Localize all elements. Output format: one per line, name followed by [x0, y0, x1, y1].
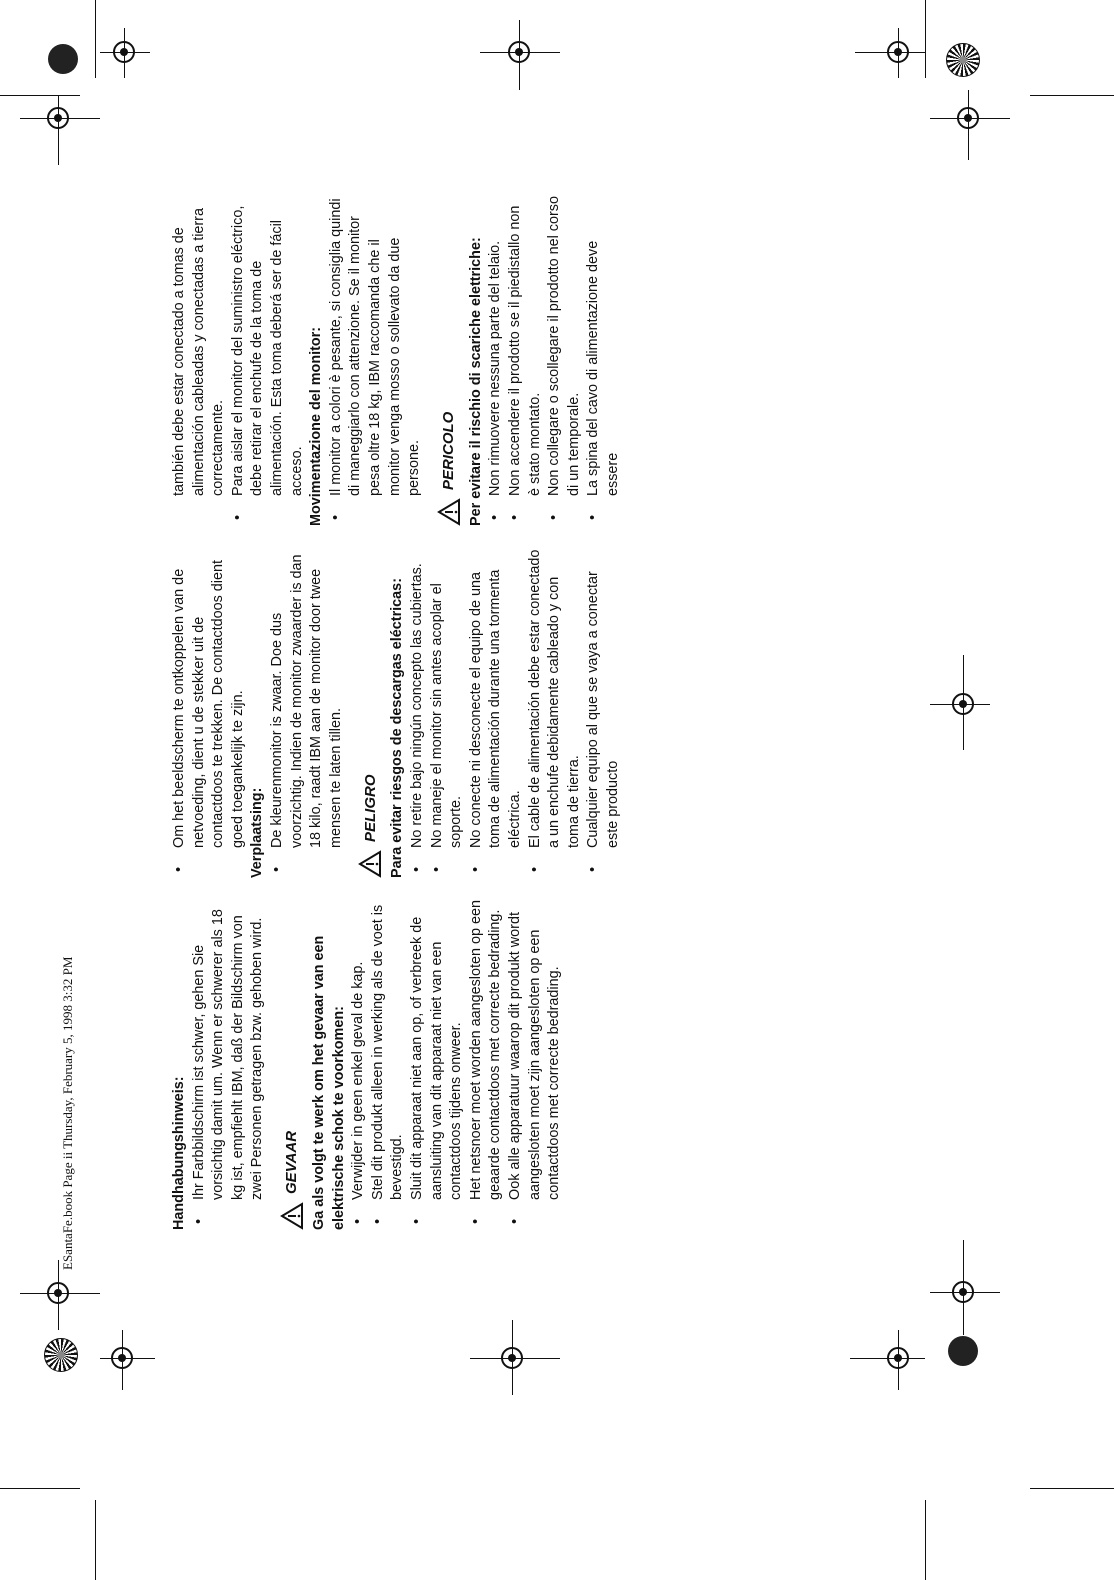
registration-target [47, 107, 69, 129]
registration-target [113, 41, 135, 63]
danger-notice [280, 900, 304, 1230]
crop-mark [1030, 1488, 1114, 1489]
registration-target [887, 1347, 909, 1369]
bullet-list [268, 548, 346, 878]
registration-target [952, 1281, 974, 1303]
registration-target [47, 1282, 69, 1304]
list-item: • Verwijder in geen enkel geval de kap. [349, 900, 369, 1230]
bullet-list [486, 196, 623, 526]
registration-target [501, 1347, 523, 1369]
list-item: • La spina del cavo di alimentazione deve essere [584, 196, 623, 526]
document-body [170, 190, 905, 1230]
color-bar-starburst [946, 43, 980, 77]
list-item: • Het netsnoer moet worden aangesloten op een geaarde contactdoos met correcte bedrading. [467, 900, 506, 1230]
registration-target [952, 693, 974, 715]
list-item: • Ook alle apparatuur waarop dit produkt wordt aangesloten moet zijn aangesloten op een contactdoos met correcte bedrading. [506, 900, 565, 1230]
list-item: • Non rimuovere nessuna parte del telaio. [486, 196, 506, 526]
danger-notice [437, 196, 461, 526]
crop-mark [0, 1488, 80, 1489]
list-item: • Cualquier equipo al que se vaya a conectar este producto [584, 548, 623, 878]
list-item: • No maneje el monitor sin antes acoplar el soporte. [428, 548, 467, 878]
registration-target [111, 1347, 133, 1369]
section-heading: Movimentazione del monitor: [308, 326, 325, 526]
list-item: • Non accendere il prodotto se il piedistallo non è stato montato. [506, 196, 545, 526]
list-item: • No retire bajo ningún concepto las cubiertas. [408, 548, 428, 878]
list-item: • Il monitor a colori è pesante, si consiglia quindi di maneggiarlo con attenzione. Se il monitor pesa oltre 18 kg, IBM raccomanda che il monitor venga mosso o sollevato da due persone. [327, 196, 425, 526]
color-bar-solid [48, 44, 78, 74]
bullet-list [170, 548, 248, 878]
list-item: • De kleurenmonitor is zwaar. Doe dus voorzichtig. Indien de monitor zwaarder is dan 18 kilo, raadt IBM aan de monitor door twee mensen te laten tillen. [268, 548, 346, 878]
registration-target [508, 41, 530, 63]
list-item: • Stel dit produkt alleen in werking als de voet is bevestigd. [369, 900, 408, 1230]
registration-target [957, 107, 979, 129]
color-bar-solid [948, 1336, 978, 1366]
danger-title: PELIGRO [361, 774, 379, 842]
bullet-list [349, 900, 565, 1230]
warning-triangle-icon [437, 498, 461, 526]
crop-mark [925, 1500, 926, 1580]
section-heading: Verplaatsing: [249, 787, 266, 878]
list-item: • El cable de alimentación debe estar conectado a un enchufe debidamente cableado y con toma de tierra. [526, 548, 585, 878]
warning-triangle-icon [358, 850, 382, 878]
bullet-list [229, 196, 307, 526]
danger-notice [358, 548, 382, 878]
list-item: • No conecte ni desconecte el equipo de una toma de alimentación durante una tormenta eléctrica. [467, 548, 526, 878]
text-column [170, 548, 905, 878]
crop-mark [925, 0, 926, 78]
section-heading: Per evitare il rischio di scariche elettriche: [467, 237, 484, 526]
text-column [170, 196, 905, 526]
bullet-list [327, 196, 425, 526]
section-heading: Para evitar riesgos de descargas eléctricas: [389, 578, 406, 878]
continued-text: también debe estar conectado a tomas de alimentación cableadas y conectadas a tierra correctamente. [171, 208, 227, 496]
crop-mark [0, 95, 80, 96]
list-item: • Para aislar el monitor del suministro eléctrico, debe retirar el enchufe de la toma de alimentación. Esta toma deberá ser de fácil acceso. [229, 196, 307, 526]
bullet-list [190, 900, 268, 1230]
list-item: • Non collegare o scollegare il prodotto nel corso di un temporale. [545, 196, 584, 526]
bullet-list [408, 548, 624, 878]
warning-triangle-icon [280, 1202, 304, 1230]
crop-mark [95, 0, 96, 78]
section-heading: Handhabungshinweis: [171, 1076, 187, 1230]
list-item: • Sluit dit apparaat niet aan op, of verbreek de aansluiting van dit apparaat niet van een contactdoos tijdens onweer. [408, 900, 467, 1230]
danger-title: PERICOLO [439, 411, 457, 490]
text-column [170, 900, 905, 1230]
crop-mark [95, 1500, 96, 1580]
list-item: • Ihr Farbbildschirm ist schwer, gehen Sie vorsichtig damit um. Wenn er schwerer als 18 kg ist, empfiehlt IBM, daß der Bildschirm von zwei Personen getragen bzw. gehoben wird. [190, 900, 268, 1230]
section-heading: Ga als volgt te werk om het gevaar van een elektrische schok te voorkomen: [310, 935, 347, 1230]
danger-title: GEVAAR [283, 1130, 301, 1194]
list-item: • Om het beeldscherm te ontkoppelen van de netvoeding, dient u de stekker uit de contactdoos te trekken. De contactdoos dient goed toegankelijk te zijn. [170, 548, 248, 878]
registration-target [887, 41, 909, 63]
crop-mark [1030, 95, 1114, 96]
page-header: ESantaFe.book Page ii Thursday, February 5, 1998 3:32 PM [60, 956, 75, 1270]
registration-line [58, 95, 59, 165]
color-bar-starburst [44, 1338, 78, 1372]
